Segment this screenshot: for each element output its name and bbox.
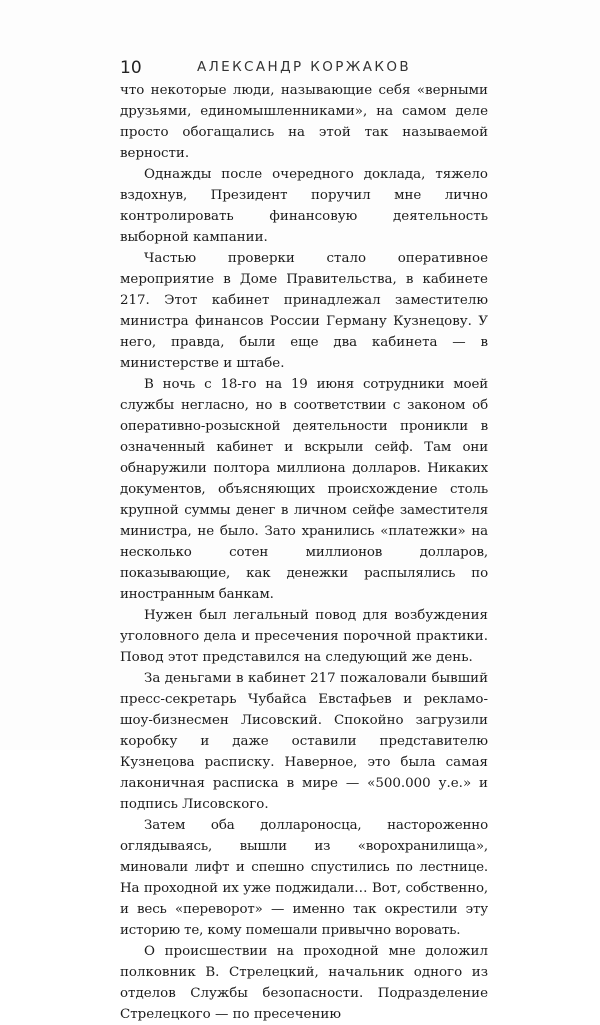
paragraph: О происшествии на проходной мне доложил полковник В. Стрелецкий, начальник одного из отделов Службы безопасности. Подразделение Стрелецкого — по пресечению: [120, 944, 488, 1022]
paragraph: За деньгами в кабинет 217 пожаловали бывший пресс-секретарь Чубайса Евстафьев и рекламо-шоу-бизнесмен Лисовский. Спокойно загрузили коробку и даже оставили представителю Кузнецова расписку. Наверное, это была самая лаконичная расписка в мире — «500.000 у.е.» и подпись Лисовского.: [120, 671, 488, 812]
paragraph: В ночь с 18-го на 19 июня сотрудники моей службы негласно, но в соответствии с законом об оперативно-розыскной деятельности проникли в означенный кабинет и вскрыли сейф. Там они обнаружили полтора миллиона долларов. Никаких документов, объясняющих происхождение столь крупной суммы денег в личном сейфе заместителя министра, не было. Зато хранились «платежки» на несколько сотен миллионов долларов, показывающие, как денежки распылялись по иностранным банкам.: [120, 377, 488, 602]
page-header: [120, 56, 488, 80]
page-number: 10: [120, 58, 142, 78]
paragraph: Однажды после очередного доклада, тяжело вздохнув, Президент поручил мне лично контролировать финансовую деятельность выборной кампании.: [120, 167, 488, 245]
body-text: [120, 80, 488, 1025]
running-title: АЛЕКСАНДР КОРЖАКОВ: [196, 59, 412, 75]
paragraph: Затем оба доллароносца, настороженно оглядываясь, вышли из «ворохранилища», миновали лифт и спешно спустились по лестнице. На проходной их уже поджидали… Вот, собственно, и весь «переворот» — именно так окрестили эту историю те, кому помешали привычно воровать.: [120, 818, 488, 938]
paragraph: Частью проверки стало оперативное мероприятие в Доме Правительства, в кабинете 217. Этот кабинет принадлежал заместителю министра финансов России Герману Кузнецову. У него, правда, были еще два кабинета — в министерстве и штабе.: [120, 251, 488, 371]
paragraph: что некоторые люди, называющие себя «верными друзьями, единомышленниками», на самом деле просто обогащались на этой так называемой верности.: [120, 83, 488, 161]
paragraph: Нужен был легальный повод для возбуждения уголовного дела и пресечения порочной практики. Повод этот представился на следующий же день.: [120, 608, 488, 665]
